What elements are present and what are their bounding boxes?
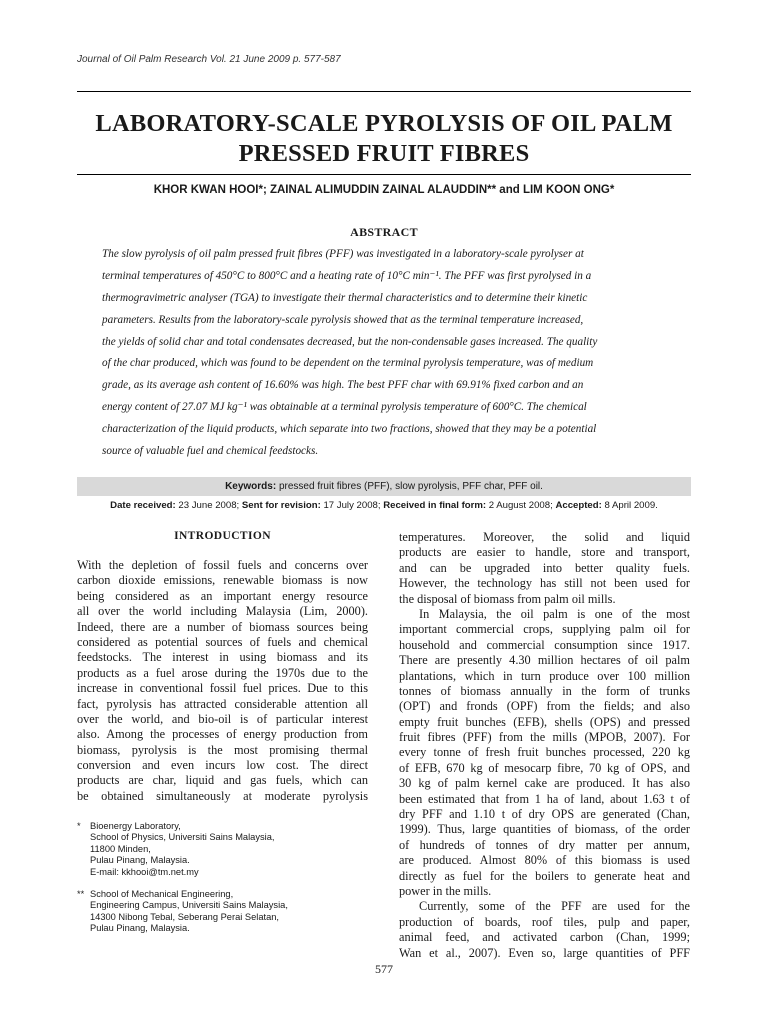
footnote-line: Pulau Pinang, Malaysia. xyxy=(90,855,190,866)
abstract-heading: ABSTRACT xyxy=(350,225,418,239)
body-line: increase in conventional fossil fuel prices. Due to this xyxy=(77,681,368,696)
sent-for-revision-label: Sent for revision: xyxy=(241,500,321,511)
author-affiliations xyxy=(77,821,377,946)
body-line: fact, pyrolysis has attracted considerable attention all xyxy=(77,696,368,711)
body-line: 1999). Thus, large quantities of biomass, of the order xyxy=(399,822,690,837)
footnote-line: 11800 Minden, xyxy=(90,843,151,854)
body-line: considered as potential sources of fuels and chemical xyxy=(77,634,368,649)
body-line: the disposal of biomass from palm oil mills. xyxy=(399,591,616,606)
body-line: conversion and even incurs low cost. The direct xyxy=(77,758,368,773)
body-line: of EFB, 670 kg of mesocarp fibre, 70 kg of OPS, and xyxy=(399,760,690,775)
body-line: production of boards, roof tiles, pulp and paper, xyxy=(399,914,690,929)
body-line: In Malaysia, the oil palm is one of the most xyxy=(419,606,690,621)
abstract-line: the yields of solid char and total condensates decreased, but the non-condensable gases increased. The quality xyxy=(102,335,598,348)
body-line: 30 kg of palm kernel cake are produced. It has also xyxy=(399,776,690,791)
body-line: temperatures. Moreover, the solid and liquid xyxy=(399,530,690,544)
body-line: fruit fibres (PFF) from the mills (MPOB, 2007). For xyxy=(399,730,690,745)
body-line: being considered as an important energy resource xyxy=(77,588,368,603)
abstract-line: source of valuable fuel and chemical feedstocks. xyxy=(102,445,319,458)
keywords-bar xyxy=(77,477,691,496)
sent-for-revision-date: 17 July 2008; xyxy=(320,500,384,511)
body-line: Currently, some of the PFF are used for the xyxy=(419,899,690,914)
body-line: also. Among the processes of energy production from xyxy=(77,727,368,742)
body-line: be obtained simultaneously at moderate pyrolysis xyxy=(77,788,368,803)
footnote-email: E-mail: kkhooi@tm.net.my xyxy=(90,866,199,877)
abstract-line: of the char produced, which was found to be dependent on the terminal pyrolysis temperature, was of medium xyxy=(102,357,594,370)
footnote-affiliation xyxy=(77,821,377,878)
footnote-line: School of Mechanical Engineering, xyxy=(90,889,234,900)
body-line: and can be upgraded into better quality fuels. xyxy=(399,560,690,575)
abstract-body xyxy=(102,244,662,463)
date-received: 23 June 2008; xyxy=(175,500,242,511)
section-heading-introduction: INTRODUCTION xyxy=(174,530,271,542)
abstract-line: The slow pyrolysis of oil palm pressed fruit fibres (PFF) was investigated in a laboratory-scale pyrolyser at xyxy=(102,248,584,260)
body-line: directly as fuel for the boilers to generate heat and xyxy=(399,868,690,883)
journal-header: Journal of Oil Palm Research Vol. 21 June 2009 p. 577-587 xyxy=(77,54,341,65)
title-line: PRESSED FRUIT FIBRES xyxy=(238,140,530,167)
footnote-affiliation xyxy=(77,889,377,935)
abstract-line: grade, as its average ash content of 16.60% was high. The best PFF char with 69.91% fixed carbon and an xyxy=(102,379,584,392)
body-line: Wan et al., 2007). Even so, large quantities of PFF xyxy=(399,945,690,960)
footnote-line: Engineering Campus, Universiti Sains Malaysia, xyxy=(90,900,288,911)
body-line: products are char, liquid and gas fuels, which can xyxy=(77,773,368,788)
body-line: feedstocks. The interest in using biomass and its xyxy=(77,650,368,665)
footnote-line: Bioenergy Laboratory, xyxy=(90,821,181,831)
submission-dates xyxy=(77,499,691,512)
accepted-label: Accepted: xyxy=(555,500,602,511)
body-line: power in the mills. xyxy=(399,883,492,898)
body-line: Indeed, there are a number of biomass sources being xyxy=(77,619,368,634)
body-line: products as a fuel arose during the 1970s due to the xyxy=(77,665,368,680)
received-final-date: 2 August 2008; xyxy=(486,500,556,511)
right-column-text xyxy=(399,530,690,961)
body-line: are produced. Almost 80% of this biomass is used xyxy=(399,853,690,868)
header-rule xyxy=(77,91,691,92)
abstract-line: energy content of 27.07 MJ kg⁻¹ was obtainable at a terminal pyrolysis temperature of 600°C. The chemical xyxy=(102,401,587,414)
body-line: animal feed, and activated carbon (Chan, 1999; xyxy=(399,930,690,945)
body-line: empty fruit bunches (EFB), shells (OPS) and pressed xyxy=(399,714,690,729)
body-line: products are easier to handle, store and transport, xyxy=(399,545,690,560)
body-line: carbon dioxide emissions, renewable biomass is now xyxy=(77,573,368,588)
abstract-line: terminal temperatures of 450°C to 800°C and a heating rate of 10°C min⁻¹. The PFF was first pyrolysed in a xyxy=(102,269,592,282)
keywords-label: Keywords: xyxy=(225,481,277,492)
body-line: every tonne of fresh fruit bunches processed, 220 kg xyxy=(399,745,690,760)
body-line: dry PFF and 1.10 t of dry OPS are generated (Chan, xyxy=(399,807,690,822)
body-line: biomass, pyrolysis is the most promising thermal xyxy=(77,742,368,757)
abstract-line: characterization of the liquid products, which separate into two fractions, showed that they may be a potential xyxy=(102,423,597,436)
title-line: LABORATORY-SCALE PYROLYSIS OF OIL PALM xyxy=(95,110,673,137)
paper-title xyxy=(77,109,691,169)
body-line: However, the technology has still not been used for xyxy=(399,576,690,591)
footnote-line: 14300 Nibong Tebal, Seberang Perai Selatan, xyxy=(90,911,280,922)
footnote-line: Pulau Pinang, Malaysia. xyxy=(90,923,190,934)
body-line: (OPT) and fronds (OPF) from the fields; and also xyxy=(399,699,690,714)
title-rule xyxy=(77,174,691,175)
accepted-date: 8 April 2009. xyxy=(601,500,658,511)
body-line: tonnes of biomass annually in the form of trunks xyxy=(399,683,690,698)
date-received-label: Date received: xyxy=(110,500,176,511)
body-line: been estimated that from 1 ha of land, about 1.63 t of xyxy=(399,791,690,806)
left-column-text xyxy=(77,558,368,804)
body-line: all over the world including Malaysia (Lim, 2000). xyxy=(77,604,368,619)
body-line: plantations, which in turn produce over 100 million xyxy=(399,668,690,683)
abstract-line: thermogravimetric analyser (TGA) to investigate their thermal characteristics and to determine their kinetic xyxy=(102,291,588,304)
footnote-line: School of Physics, Universiti Sains Malaysia, xyxy=(90,832,275,843)
body-line: There are presently 4.30 million hectares of oil palm xyxy=(399,653,690,668)
body-line: important commercial crops, supplying palm oil for xyxy=(399,622,690,637)
body-line: over the world, and bio-oil is of particular interest xyxy=(77,711,368,726)
author-list: KHOR KWAN HOOI*; ZAINAL ALIMUDDIN ZAINAL ALAUDDIN** and LIM KOON ONG* xyxy=(153,184,615,196)
body-line: of hundreds of tonnes of dry matter per annum, xyxy=(399,837,690,852)
body-line: With the depletion of fossil fuels and concerns over xyxy=(77,558,368,572)
keywords-text: pressed fruit fibres (PFF), slow pyrolysis, PFF char, PFF oil. xyxy=(276,481,543,492)
abstract-line: parameters. Results from the laboratory-scale pyrolysis showed that as the terminal temperature increased, xyxy=(102,313,584,326)
footnote-mark: * xyxy=(77,821,81,831)
body-line: household and commercial consumption since 1917. xyxy=(399,637,690,652)
page-number: 577 xyxy=(375,962,393,976)
footnote-mark: ** xyxy=(77,889,85,900)
received-final-label: Received in final form: xyxy=(383,500,487,511)
